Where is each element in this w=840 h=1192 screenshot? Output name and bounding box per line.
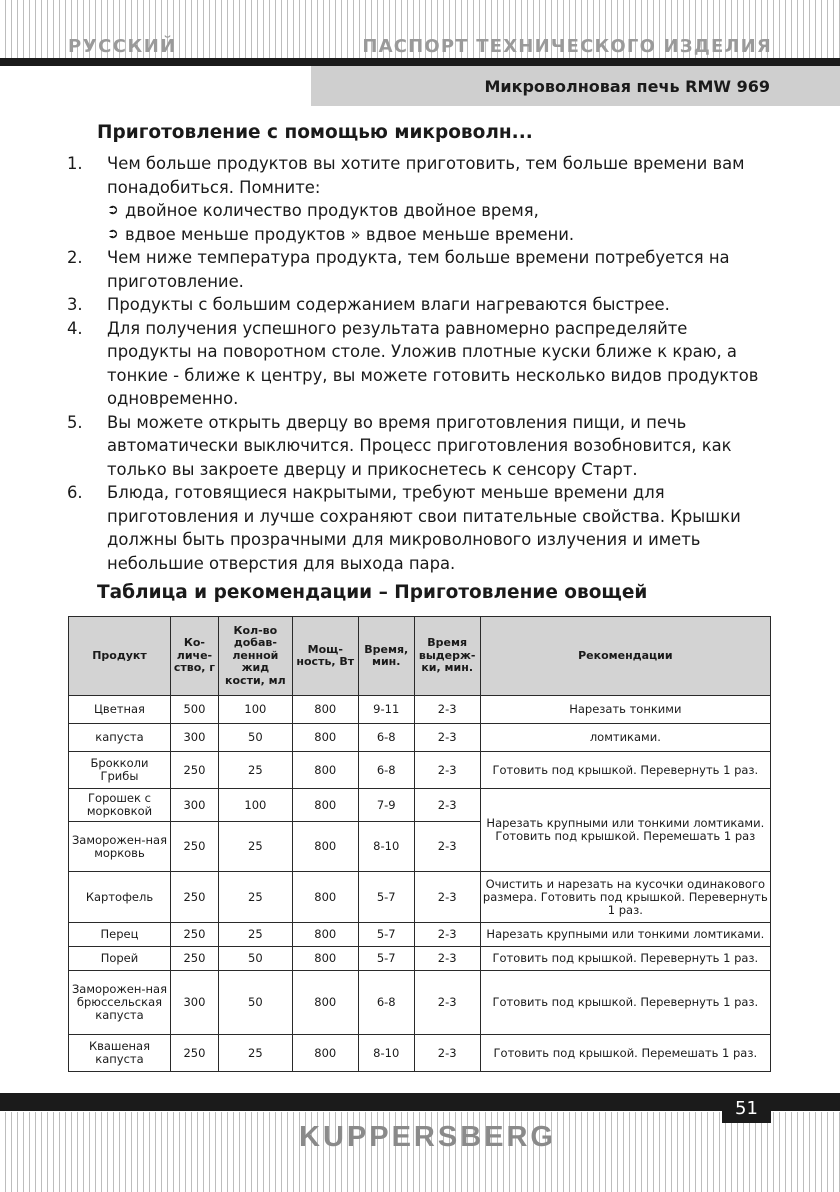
column-header: Рекомендации bbox=[480, 617, 770, 696]
cell-liquid: 50 bbox=[218, 947, 292, 971]
section-heading-microwave: Приготовление с помощью микроволн... bbox=[97, 122, 533, 143]
brand-logo: KUPPERSBERG bbox=[299, 1121, 556, 1153]
arrow-right-circle-icon: ➲ bbox=[107, 225, 119, 242]
cell-time: 6-8 bbox=[358, 724, 414, 752]
cell-hold-time: 2-3 bbox=[414, 971, 480, 1035]
cell-recommendation: Готовить под крышкой. Перевернуть 1 раз. bbox=[480, 752, 770, 789]
cell-quantity: 250 bbox=[170, 822, 218, 872]
table-row bbox=[69, 923, 771, 947]
cell-product: Брокколи Грибы bbox=[69, 752, 171, 789]
list-item bbox=[67, 411, 772, 482]
list-item bbox=[67, 293, 772, 317]
cell-recommendation: Готовить под крышкой. Перевернуть 1 раз. bbox=[480, 971, 770, 1035]
cell-time: 5-7 bbox=[358, 923, 414, 947]
cell-power: 800 bbox=[292, 724, 358, 752]
table-row bbox=[69, 947, 771, 971]
cell-time: 5-7 bbox=[358, 947, 414, 971]
cell-hold-time: 2-3 bbox=[414, 947, 480, 971]
cell-quantity: 250 bbox=[170, 752, 218, 789]
cell-liquid: 25 bbox=[218, 1035, 292, 1072]
cell-time: 6-8 bbox=[358, 971, 414, 1035]
table-row bbox=[69, 752, 771, 789]
cell-recommendation: Нарезать крупными или тонкими ломтиками. Готовить под крышкой. Перемешать 1 раз bbox=[480, 789, 770, 872]
column-header: Мощ-ность, Вт bbox=[292, 617, 358, 696]
table-row bbox=[69, 1035, 771, 1072]
cell-hold-time: 2-3 bbox=[414, 752, 480, 789]
cell-liquid: 100 bbox=[218, 696, 292, 724]
model-title: Микроволновая печь RMW 969 bbox=[484, 76, 770, 96]
list-item-number: 4. bbox=[67, 318, 83, 338]
bullet-item bbox=[67, 199, 772, 223]
table-row bbox=[69, 971, 771, 1035]
cell-power: 800 bbox=[292, 696, 358, 724]
cell-liquid: 50 bbox=[218, 971, 292, 1035]
cell-quantity: 250 bbox=[170, 872, 218, 923]
list-item-text: Продукты с большим содержанием влаги нагреваются быстрее. bbox=[107, 295, 670, 314]
cell-quantity: 300 bbox=[170, 971, 218, 1035]
table-row bbox=[69, 724, 771, 752]
cell-hold-time: 2-3 bbox=[414, 872, 480, 923]
cell-product: Порей bbox=[69, 947, 171, 971]
cell-recommendation: Готовить под крышкой. Перевернуть 1 раз. bbox=[480, 947, 770, 971]
cell-time: 8-10 bbox=[358, 1035, 414, 1072]
column-header: Ко-личе-ство, г bbox=[170, 617, 218, 696]
table-header-row bbox=[69, 617, 771, 696]
header-document-title: ПАСПОРТ ТЕХНИЧЕСКОГО ИЗДЕЛИЯ bbox=[362, 36, 772, 57]
list-item-number: 3. bbox=[67, 295, 83, 314]
cell-power: 800 bbox=[292, 789, 358, 822]
cell-power: 800 bbox=[292, 872, 358, 923]
cell-power: 800 bbox=[292, 971, 358, 1035]
list-item-text: Блюда, готовящиеся накрытыми, требуют меньше времени для приготовления и лучше сохраняют свои питательные свойства. Крышки должны быть прозрачными для микроволнового излучения и иметь небольшие отверстия для выхода пара. bbox=[107, 483, 741, 573]
cell-quantity: 250 bbox=[170, 923, 218, 947]
list-item-number: 6. bbox=[67, 483, 83, 502]
list-item bbox=[67, 317, 772, 411]
cell-liquid: 25 bbox=[218, 872, 292, 923]
list-item-number: 1. bbox=[67, 154, 83, 173]
list-item-number: 2. bbox=[67, 248, 83, 267]
vegetables-table bbox=[68, 616, 771, 1072]
cell-liquid: 100 bbox=[218, 789, 292, 822]
cell-liquid: 50 bbox=[218, 724, 292, 752]
cell-hold-time: 2-3 bbox=[414, 789, 480, 822]
cell-product: капуста bbox=[69, 724, 171, 752]
cell-recommendation: Нарезать тонкими bbox=[480, 696, 770, 724]
cell-time: 5-7 bbox=[358, 872, 414, 923]
cell-recommendation: Готовить под крышкой. Перемешать 1 раз. bbox=[480, 1035, 770, 1072]
list-item-text: Вы можете открыть дверцу во время приготовления пищи, и печь автоматически выключится. Процесс приготовления возобновится, как только вы закроете дверцу и прикоснетесь к сенсору Старт. bbox=[107, 412, 732, 479]
cell-liquid: 25 bbox=[218, 752, 292, 789]
table-row bbox=[69, 872, 771, 923]
cell-power: 800 bbox=[292, 947, 358, 971]
list-item bbox=[67, 481, 772, 575]
list-item-text: Чем больше продуктов вы хотите приготовить, тем больше времени вам понадобиться. Помните: bbox=[107, 154, 745, 197]
page-number: 51 bbox=[722, 1093, 771, 1123]
cell-recommendation: ломтиками. bbox=[480, 724, 770, 752]
header-language: РУССКИЙ bbox=[68, 36, 177, 57]
cell-hold-time: 2-3 bbox=[414, 923, 480, 947]
footer-divider-bar bbox=[0, 1093, 840, 1111]
cell-power: 800 bbox=[292, 923, 358, 947]
section-heading-vegetables: Таблица и рекомендации – Приготовление овощей bbox=[97, 582, 648, 603]
cell-power: 800 bbox=[292, 1035, 358, 1072]
cell-liquid: 25 bbox=[218, 923, 292, 947]
bullet-item bbox=[67, 223, 772, 247]
table-row bbox=[69, 789, 771, 822]
cell-quantity: 250 bbox=[170, 1035, 218, 1072]
column-header: Время, мин. bbox=[358, 617, 414, 696]
cell-liquid: 25 bbox=[218, 822, 292, 872]
cell-power: 800 bbox=[292, 822, 358, 872]
cell-product: Квашеная капуста bbox=[69, 1035, 171, 1072]
list-item bbox=[67, 246, 772, 293]
cell-product: Перец bbox=[69, 923, 171, 947]
table-row bbox=[69, 696, 771, 724]
cell-product: Заморожен-ная брюссельская капуста bbox=[69, 971, 171, 1035]
list-item-text: Для получения успешного результата равномерно распределяйте продукты на поворотном столе. Уложив плотные куски ближе к краю, а тонкие - ближе к центру, вы можете готовить несколько видов продуктов одновременно. bbox=[107, 318, 759, 408]
column-header: Продукт bbox=[69, 617, 171, 696]
cell-time: 9-11 bbox=[358, 696, 414, 724]
column-header: Время выдерж-ки, мин. bbox=[414, 617, 480, 696]
cell-time: 8-10 bbox=[358, 822, 414, 872]
cell-recommendation: Нарезать крупными или тонкими ломтиками. bbox=[480, 923, 770, 947]
column-header: Кол-во добав-ленной жид кости, мл bbox=[218, 617, 292, 696]
bullet-text: вдвое меньше продуктов » вдвое меньше времени. bbox=[125, 224, 575, 244]
model-banner bbox=[311, 66, 840, 106]
bullet-text: двойное количество продуктов двойное время, bbox=[125, 201, 539, 220]
cell-quantity: 300 bbox=[170, 789, 218, 822]
cell-time: 7-9 bbox=[358, 789, 414, 822]
cell-hold-time: 2-3 bbox=[414, 724, 480, 752]
cell-time: 6-8 bbox=[358, 752, 414, 789]
cell-product: Заморожен-ная морковь bbox=[69, 822, 171, 872]
list-item-text: Чем ниже температура продукта, тем больше времени потребуется на приготовление. bbox=[107, 248, 730, 291]
cell-recommendation: Очистить и нарезать на кусочки одинакового размера. Готовить под крышкой. Перевернуть 1 раз. bbox=[480, 872, 770, 923]
cell-product: Картофель bbox=[69, 872, 171, 923]
header-divider-bar bbox=[0, 58, 840, 66]
list-item-number: 5. bbox=[67, 412, 83, 432]
cell-hold-time: 2-3 bbox=[414, 696, 480, 724]
instructions-list bbox=[67, 152, 772, 575]
cell-power: 800 bbox=[292, 752, 358, 789]
arrow-right-circle-icon: ➲ bbox=[107, 202, 119, 218]
cell-product: Цветная bbox=[69, 696, 171, 724]
cell-quantity: 500 bbox=[170, 696, 218, 724]
cell-hold-time: 2-3 bbox=[414, 822, 480, 872]
cell-quantity: 300 bbox=[170, 724, 218, 752]
cell-product: Горошек с морковкой bbox=[69, 789, 171, 822]
list-item bbox=[67, 152, 772, 199]
cell-quantity: 250 bbox=[170, 947, 218, 971]
cell-hold-time: 2-3 bbox=[414, 1035, 480, 1072]
